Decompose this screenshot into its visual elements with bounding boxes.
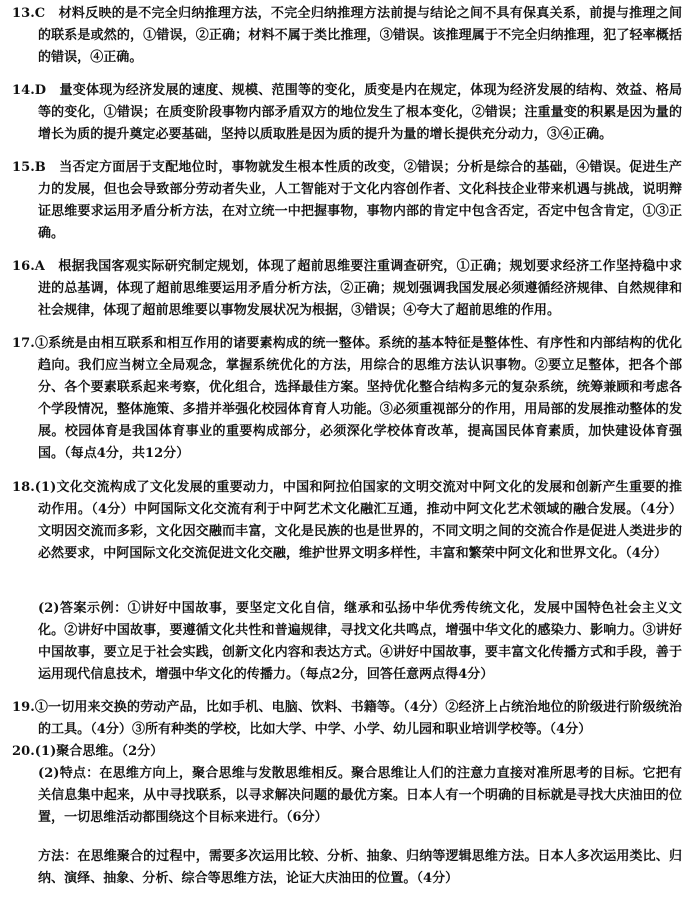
question-number: 15. <box>12 160 35 175</box>
answer-text: (1)文化交流构成了文化发展的重要动力，中国和阿拉伯国家的文明交流对中阿文化的发展和创新产生重要的推动作用。（4分）中阿国际文化交流有利于中阿艺术文化融汇互通，推动中阿文化艺术领域的融合发展。（4分）文明因交流而多彩，文化因交融而丰富，文化是民族的也是世界的，不同文明之间的交流合作是促进人类进步的必然要求，中阿国际文化交流促进文化交融，维护世界文明多样性，丰富和繁荣中阿文化和世界文化。（4分） <box>34 480 682 562</box>
answer-text: ①系统是由相互联系和相互作用的诸要素构成的统一整体。系统的基本特征是整体性、有序性和内部结构的优化趋向。我们应当树立全局观念，掌握系统优化的方法，用综合的思维方法认识事物。②要立足整体，把各个部分、各个要素联系起来考察，优化组合，选择最佳方案。坚持优化整合结构多元的复杂系统，统筹兼顾和考虑各个学段情况，整体施策、多措并举强化校园体育育人功能。③必须重视部分的作用，用局部的发展推动整体的发展。校园体育是我国体育事业的重要构成部分，必须深化学校体育改革，提高国民体育素质，加快建设体育强国。（每点4分，共12分） <box>34 336 682 462</box>
answer-q17 <box>12 333 682 466</box>
answer-text: C 材料反映的是不完全归纳推理方法，不完全归纳推理方法前提与结论之间不具有保真关系，前提与推理之间的联系是或然的，①错误，②正确；材料不属于类比推理，③错误。该推理属于不完全归纳推理，犯了轻率概括的错误，④正确。 <box>34 6 682 66</box>
question-number: 18. <box>12 480 35 495</box>
answer-text: A 根据我国客观实际研究制定规划，体现了超前思维要注重调查研究，①正确；规划要求经济工作坚持稳中求进的总基调，体现了超前思维要运用矛盾分析方法，②正确；规划强调我国发展必须遵循经济规律、自然规律和社会规律，体现了超前思维要以事物发展状况为根据，③错误；④夸大了超前思维的作用。 <box>34 259 682 319</box>
answer-q19 <box>12 697 682 741</box>
answer-q20-part3 <box>38 846 682 890</box>
question-number: 17. <box>12 336 35 351</box>
answer-text: 方法：在思维聚合的过程中，需要多次运用比较、分析、抽象、归纳等逻辑思维方法。日本人多次运用类比、归纳、演绎、抽象、分析、综合等思维方法，论证大庆油田的位置。（4分） <box>38 849 682 887</box>
answer-q13 <box>12 3 682 69</box>
answer-q20-part1 <box>12 741 682 763</box>
answer-text: ①一切用来交换的劳动产品，比如手机、电脑、饮料、书籍等。（4分）②经济上占统治地位的阶级进行阶级统治的工具。（4分）③所有种类的学校，比如大学、中学、小学、幼儿园和职业培训学校等。（4分） <box>34 700 682 738</box>
answer-text: (1)聚合思维。（2分） <box>34 744 164 759</box>
answer-text: B 当否定方面居于支配地位时，事物就发生根本性质的改变，②错误；分析是综合的基础，④错误。促进生产力的发展，但也会导致部分劳动者失业，人工智能对于文化内容创作者、文化科技企业带来机遇与挑战，说明辩证思维要求运用矛盾分析方法，在对立统一中把握事物，事物内部的肯定中包含否定，否定中包含肯定，①③正确。 <box>34 160 682 242</box>
question-number: 20. <box>12 744 35 759</box>
answer-text: (2)特点：在思维方向上，聚合思维与发散思维相反。聚合思维让人们的注意力直接对准所思考的目标。它把有关信息集中起来，从中寻找联系，以寻求解决问题的最优方案。日本人有一个明确的目标就是寻找大庆油田的位置，一切思维活动都围绕这个目标来进行。（6分） <box>38 766 682 826</box>
answer-q16 <box>12 256 682 322</box>
answer-q15 <box>12 157 682 245</box>
question-number: 19. <box>12 700 35 715</box>
answer-text: (2)答案示例：①讲好中国故事，要坚定文化自信，继承和弘扬中华优秀传统文化，发展中国特色社会主义文化。②讲好中国故事，要遵循文化共性和普遍规律，寻找文化共鸣点，增强中华文化的感染力、影响力。③讲好中国故事，要立足于社会实践，创新文化内容和表达方式。④讲好中国故事，要丰富文化传播方式和手段，善于运用现代信息技术，增强中华文化的传播力。（每点2分，回答任意两点得4分） <box>38 601 682 683</box>
answer-q20-part2 <box>38 763 682 829</box>
answer-q18-part2 <box>38 598 682 686</box>
question-number: 13. <box>12 6 35 21</box>
answer-text: D 量变体现为经济发展的速度、规模、范围等的变化，质变是内在规定，体现为经济发展的结构、效益、格局等的变化，①错误；在质变阶段事物内部矛盾双方的地位发生了根本变化，②错误；注重量变的积累是因为量的增长为质的提升奠定必要基础，坚持以质取胜是因为质的提升为量的增长提供充分动力，③④正确。 <box>34 83 682 143</box>
answer-q14 <box>12 80 682 146</box>
question-number: 14. <box>12 83 35 98</box>
question-number: 16. <box>12 259 35 274</box>
answer-q18-part1 <box>12 477 682 565</box>
